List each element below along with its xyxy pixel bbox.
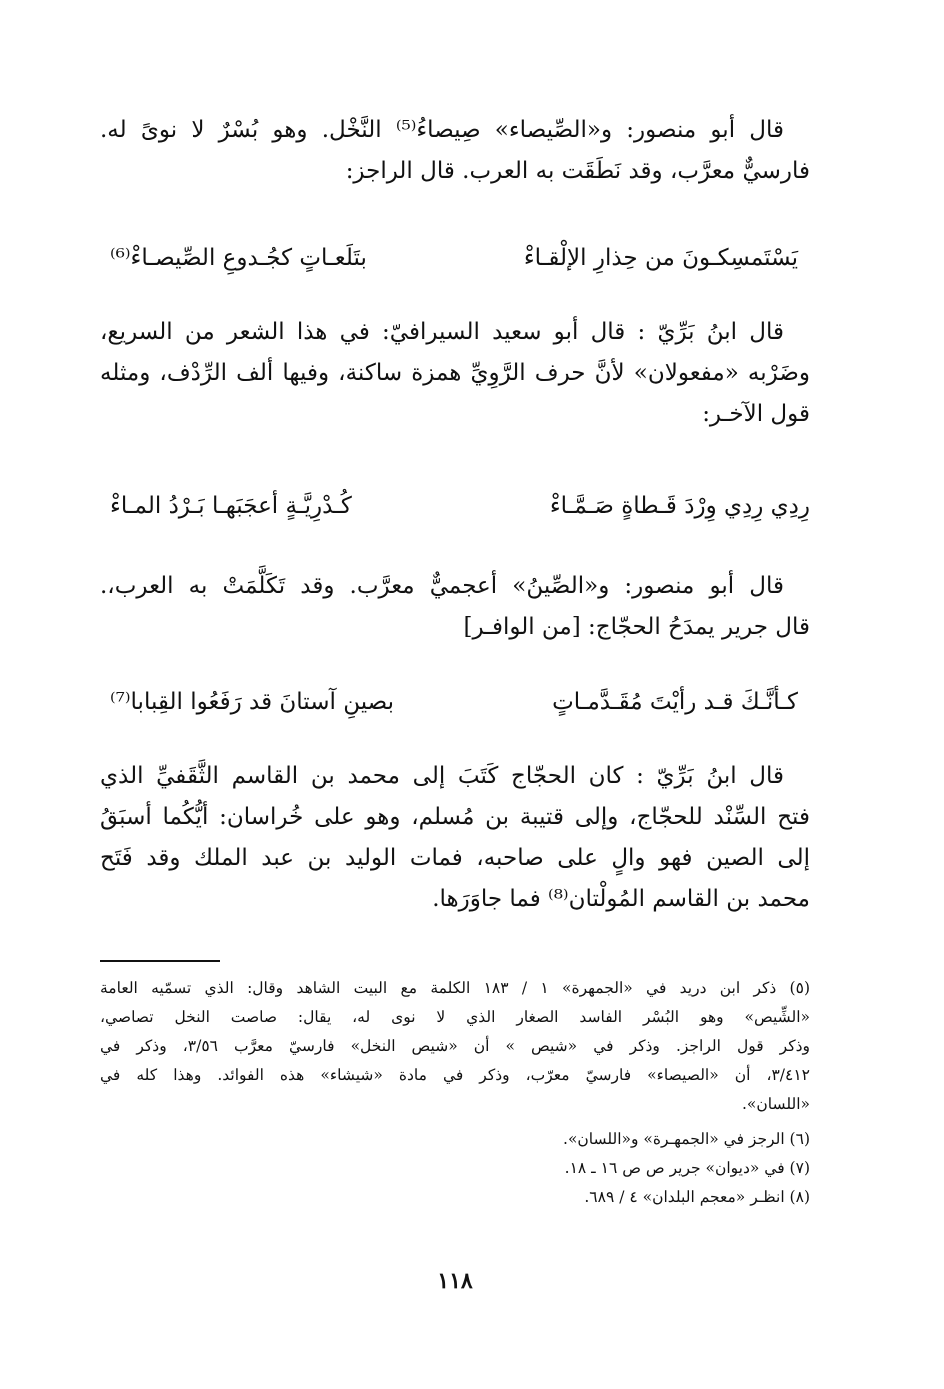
- verse-second-hemistich: كُـدْرِيَّـةٍ أعجَبَهـا بَـرْدُ المـاءْ: [110, 493, 352, 519]
- paragraph-ibn-barri-hajjaj: [100, 756, 810, 920]
- footnote-line: وذكر قول الراجز. وذكر في «شيص » أن «شيص النخل» فارسيّ معرَّب ٣/٥٦، وذكر في: [100, 1037, 810, 1055]
- text-line: وضَرْبه «مفعولان» لأنَّ حرف الرَّوِيِّ همزة ساكنة، وفيها ألف الرِّدْف، ومثله: [100, 360, 810, 386]
- verse-first-hemistich: يَسْتَمسِكـونَ من حِذارِ الإلْقـاءْ: [523, 245, 798, 271]
- verse-second-hemistich: بتَلَعـاتٍ كجُـدوعِ الصِّيصـاءْ⁽⁶⁾: [110, 245, 367, 271]
- footnotes: [100, 974, 810, 1212]
- text-line: إلى الصين فهو والٍ على صاحبه، فمات الوليد بن عبد الملك وقد فَتَح: [100, 845, 810, 871]
- page-number: ١١٨: [437, 1268, 473, 1294]
- text-line: قال أبو منصور: و«الصِّينُ» أعجميٌّ معرَّب. وقد تَكَلَّمَتْ به العرب،.: [100, 573, 784, 599]
- footnote-line: «اللسان».: [742, 1095, 810, 1113]
- footnote-8: [100, 1183, 810, 1212]
- text-line: فارسيٌّ معرَّب، وقد نَطَقَت به العرب. قال الراجز:: [345, 158, 810, 184]
- footnote-line: (٨) انظـر «معجم البلدان» ٤ / ٦٨٩.: [584, 1188, 810, 1206]
- text-line: فتح السِّنْد للحجّاج، وإلى قتيبة بن مُسلم، وهو على خُراسان: أيُّكُما أسبَقُ: [100, 804, 810, 830]
- footnote-6: [100, 1125, 810, 1154]
- paragraph-ibn-barri-sirafi: [100, 312, 810, 435]
- footnote-separator: [100, 960, 220, 962]
- footnote-line: (٥) ذكر ابن دريد في «الجمهرة» ١ / ١٨٣ الكلمة مع البيت الشاهد وقال: الذي تسمّيه العامة: [100, 979, 810, 997]
- text-line: قال ابنُ بَرِّيّ : قال أبو سعيد السيرافيّ: في هذا الشعر من السريع،: [100, 319, 784, 345]
- verse-qata: [110, 486, 810, 526]
- verse-second-hemistich: بصينِ آستانَ قد رَفَعُوا القِبابا⁽⁷⁾: [110, 689, 395, 715]
- footnote-line: «الشِّيص» وهو البُسْر الفاسد الصغار الذي لا نوى له، يقال: صاصت النخل تصاصي،: [100, 1008, 810, 1026]
- text-line: قول الآخـر:: [702, 401, 810, 427]
- footnote-7: [100, 1154, 810, 1183]
- footnote-5: [100, 974, 810, 1119]
- footnote-line: (٦) الرجز في «الجمهـرة» و«اللسان».: [563, 1130, 810, 1148]
- verse-first-hemistich: كـأنَّـكَ قـد رأيْتَ مُقَـدَّمـاتٍ: [552, 689, 798, 715]
- text-line: قال ابنُ بَرِّيّ : كان الحجّاج كَتَبَ إلى محمد بن القاسم الثَّقَفيِّ الذي: [100, 763, 784, 789]
- verse-rajaz-sisa: [110, 238, 810, 278]
- verse-jarir: [110, 682, 810, 722]
- footnote-line: ٣/٤١٢، أن «الصيصاء» فارسيّ معرّب، وذكر في مادة «شيشاء» هذه الفوائد. وهذا كله في: [100, 1066, 810, 1084]
- document-page: [100, 108, 810, 1328]
- text-line: قال أبو منصور: و«الصِّيصاء» صِيصاءُ⁽⁵⁾ النَّخْل. وهو بُسْرٌ لا نوىً له.: [100, 117, 784, 143]
- paragraph-abu-mansur-sisa: [100, 110, 810, 192]
- paragraph-abu-mansur-sin: [100, 566, 810, 648]
- text-line: قال جرير يمدَحُ الحجّاج: [من الوافـر]: [463, 614, 810, 640]
- text-line: محمد بن القاسم المُولْتان⁽⁸⁾ فما جاوَرَها.: [432, 886, 810, 912]
- footnote-line: (٧) في «ديوان» جرير ص ص ١٦ ـ ١٨.: [564, 1159, 810, 1177]
- verse-first-hemistich: رِدِي رِدِي وِرْدَ قَـطاةٍ صَـمَّـاءْ: [549, 493, 810, 519]
